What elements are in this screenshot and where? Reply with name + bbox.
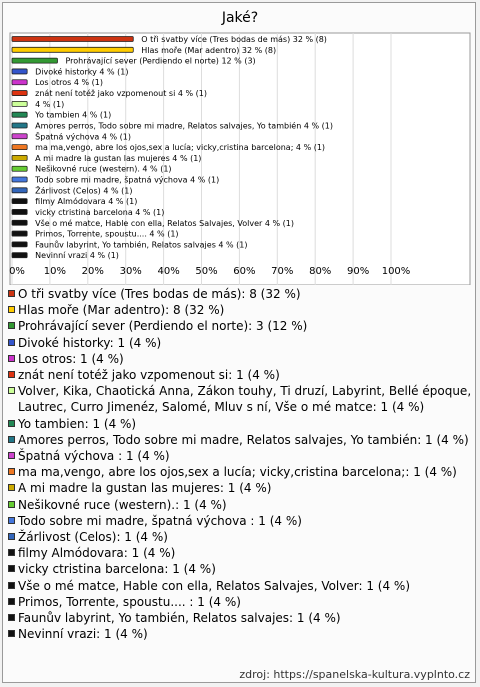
legend-item	[8, 383, 478, 415]
x-tick-label: 40%	[157, 266, 180, 277]
bar-label: O tři svatby více (Tres bodas de más) 32 % (8)	[141, 35, 327, 44]
legend-item	[8, 318, 478, 334]
bar-label: filmy Almódovara 4 % (1)	[35, 197, 138, 207]
source-credit: zdroj: https://spanelska-kultura.vyplnto.cz	[239, 668, 470, 681]
legend-swatch	[8, 290, 15, 297]
legend-swatch	[8, 484, 15, 491]
legend-label: Nešikovné ruce (western).: 1 (4 %)	[18, 497, 227, 512]
legend-item	[8, 335, 478, 351]
legend-item	[8, 513, 478, 529]
bar-label: Los otros 4 % (1)	[35, 78, 103, 88]
bar	[12, 209, 27, 214]
x-tick-label: 50%	[195, 266, 218, 277]
legend-item	[8, 416, 478, 432]
legend-label: Amores perros, Todo sobre mi madre, Relatos salvajes, Yo también: 1 (4 %)	[18, 432, 469, 447]
bar	[12, 101, 27, 106]
legend-label: Yo tambien: 1 (4 %)	[18, 416, 137, 431]
bar	[12, 188, 27, 193]
legend-item	[8, 351, 478, 367]
legend-label: Divoké historky: 1 (4 %)	[18, 335, 162, 350]
legend-swatch	[8, 322, 15, 329]
legend-item	[8, 286, 478, 302]
legend-swatch	[8, 420, 15, 427]
legend-swatch	[8, 452, 15, 459]
legend-item	[8, 432, 478, 448]
legend-label: ma ma,vengo, abre los ojos,sex a lucía; vicky,cristina barcelona;: 1 (4 %)	[18, 465, 457, 480]
bar-label: Yo tambien 4 % (1)	[35, 110, 112, 120]
bar	[12, 37, 133, 42]
bar-label: Nevinní vrazi 4 % (1)	[35, 251, 119, 261]
bar-label: Vše o mé matce, Hable con ella, Relatos Salvajes, Volver 4 % (1)	[35, 218, 294, 228]
bar	[12, 231, 27, 236]
x-tick-label: 0%	[9, 266, 25, 277]
legend-label: Volver, Kika, Chaotická Anna, Zákon touhy, Ti druzí, Labyrint, Bellé époque, Lautrec, Curro Jimenéz, Salomé, Mluv s ní, Vše o mé matce: 1 (4 %)	[18, 384, 472, 415]
legend-item	[8, 464, 478, 480]
legend-swatch	[8, 533, 15, 540]
bar-label: Amores perros, Todo sobre mi madre, Relatos salvajes, Yo también 4 % (1)	[35, 121, 333, 131]
legend-swatch	[8, 371, 15, 378]
bar	[12, 253, 27, 258]
x-tick-label: 10%	[43, 266, 67, 277]
bar-label: Primos, Torrente, spoustu.... 4 % (1)	[35, 229, 179, 239]
bar-label: znát není totéž jako vzpomenout si 4 % (1)	[35, 89, 207, 99]
bar-label: A mi madre la gustan las mujeres 4 % (1)	[35, 153, 202, 163]
x-tick-label: 30%	[119, 266, 142, 277]
bar	[12, 155, 27, 160]
legend-label: Žárlivost (Celos): 1 (4 %)	[18, 530, 168, 545]
legend-label: O tři svatby více (Tres bodas de más): 8 (32 %)	[18, 287, 301, 301]
chart-legend	[8, 286, 478, 642]
legend-label: A mi madre la gustan las mujeres: 1 (4 %)	[18, 481, 272, 496]
bar-label: Todo sobre mi madre, špatná výchova 4 % (1)	[35, 175, 220, 185]
legend-item	[8, 610, 478, 626]
legend-swatch	[8, 339, 15, 346]
legend-swatch	[8, 436, 15, 443]
legend-item	[8, 578, 478, 594]
bar-label: Nešikovné ruce (western). 4 % (1)	[35, 164, 172, 174]
legend-label: filmy Almódovara: 1 (4 %)	[18, 546, 176, 561]
bar	[12, 220, 27, 225]
legend-item	[8, 626, 478, 642]
legend-label: Hlas moře (Mar adentro): 8 (32 %)	[18, 303, 225, 318]
bar	[12, 80, 27, 85]
legend-label: vicky ctristina barcelona: 1 (4 %)	[18, 562, 216, 577]
bar-label: ma ma,vengo, abre los ojos,sex a lucía; vicky,cristina barcelona; 4 % (1)	[35, 143, 326, 153]
legend-item	[8, 448, 478, 464]
legend-swatch	[8, 614, 15, 621]
legend-item	[8, 480, 478, 496]
bar	[12, 123, 27, 128]
bar	[12, 91, 27, 96]
legend-swatch	[8, 387, 15, 394]
legend-label: Prohrávající sever (Perdiendo el norte): 3 (12 %)	[18, 319, 308, 334]
legend-item	[8, 302, 478, 318]
bar	[12, 134, 27, 139]
legend-item	[8, 529, 478, 545]
bar	[12, 199, 27, 204]
legend-label: Faunův labyrint, Yo también, Relatos salvajes: 1 (4 %)	[18, 611, 341, 626]
legend-item	[8, 545, 478, 561]
bar	[12, 177, 27, 182]
legend-label: Todo sobre mi madre, špatná výchova : 1 (4 %)	[18, 513, 302, 528]
legend-swatch	[8, 549, 15, 556]
legend-label: Nevinní vrazi: 1 (4 %)	[18, 627, 148, 642]
legend-item	[8, 367, 478, 383]
legend-label: znát není totéž jako vzpomenout si: 1 (4 %)	[18, 368, 280, 383]
legend-label: Los otros: 1 (4 %)	[18, 351, 124, 366]
bar	[12, 47, 133, 52]
bar-label: Faunův labyrint, Yo también, Relatos salvajes 4 % (1)	[35, 240, 248, 250]
bar-label: Špatná výchova 4 % (1)	[35, 132, 132, 142]
legend-label: Vše o mé matce, Hable con ella, Relatos Salvajes, Volver: 1 (4 %)	[18, 578, 410, 593]
bar-label: Divoké historky 4 % (1)	[35, 67, 129, 77]
x-tick-label: 100%	[381, 266, 411, 277]
legend-swatch	[8, 355, 15, 362]
bar-label: vicky ctristina barcelona 4 % (1)	[35, 207, 165, 217]
bar-chart	[0, 0, 480, 285]
x-tick-label: 90%	[346, 266, 370, 277]
bar	[12, 69, 27, 74]
bar-label: 4 % (1)	[35, 99, 65, 109]
legend-swatch	[8, 306, 15, 313]
legend-label: Špatná výchova : 1 (4 %)	[18, 449, 170, 464]
legend-swatch	[8, 517, 15, 524]
bar	[12, 166, 27, 171]
x-tick-label: 80%	[309, 266, 332, 277]
x-tick-label: 70%	[271, 266, 294, 277]
bar	[12, 145, 27, 150]
x-tick-label: 20%	[81, 266, 104, 277]
legend-swatch	[8, 501, 15, 508]
legend-swatch	[8, 598, 15, 605]
legend-swatch	[8, 468, 15, 475]
bar	[12, 112, 27, 117]
legend-swatch	[8, 582, 15, 589]
bar	[12, 242, 27, 247]
bar	[12, 58, 57, 63]
bar-label: Žárlivost (Celos) 4 % (1)	[35, 186, 133, 196]
bar-label: Hlas moře (Mar adentro) 32 % (8)	[141, 45, 277, 55]
legend-swatch	[8, 630, 15, 637]
legend-item	[8, 497, 478, 513]
legend-item	[8, 561, 478, 577]
chart-title: Jaké?	[221, 10, 259, 26]
x-tick-label: 60%	[233, 266, 256, 277]
legend-swatch	[8, 565, 15, 572]
legend-label: Primos, Torrente, spoustu.... : 1 (4 %)	[18, 594, 241, 609]
legend-item	[8, 594, 478, 610]
bar-label: Prohrávající sever (Perdiendo el norte) 12 % (3)	[65, 56, 256, 66]
